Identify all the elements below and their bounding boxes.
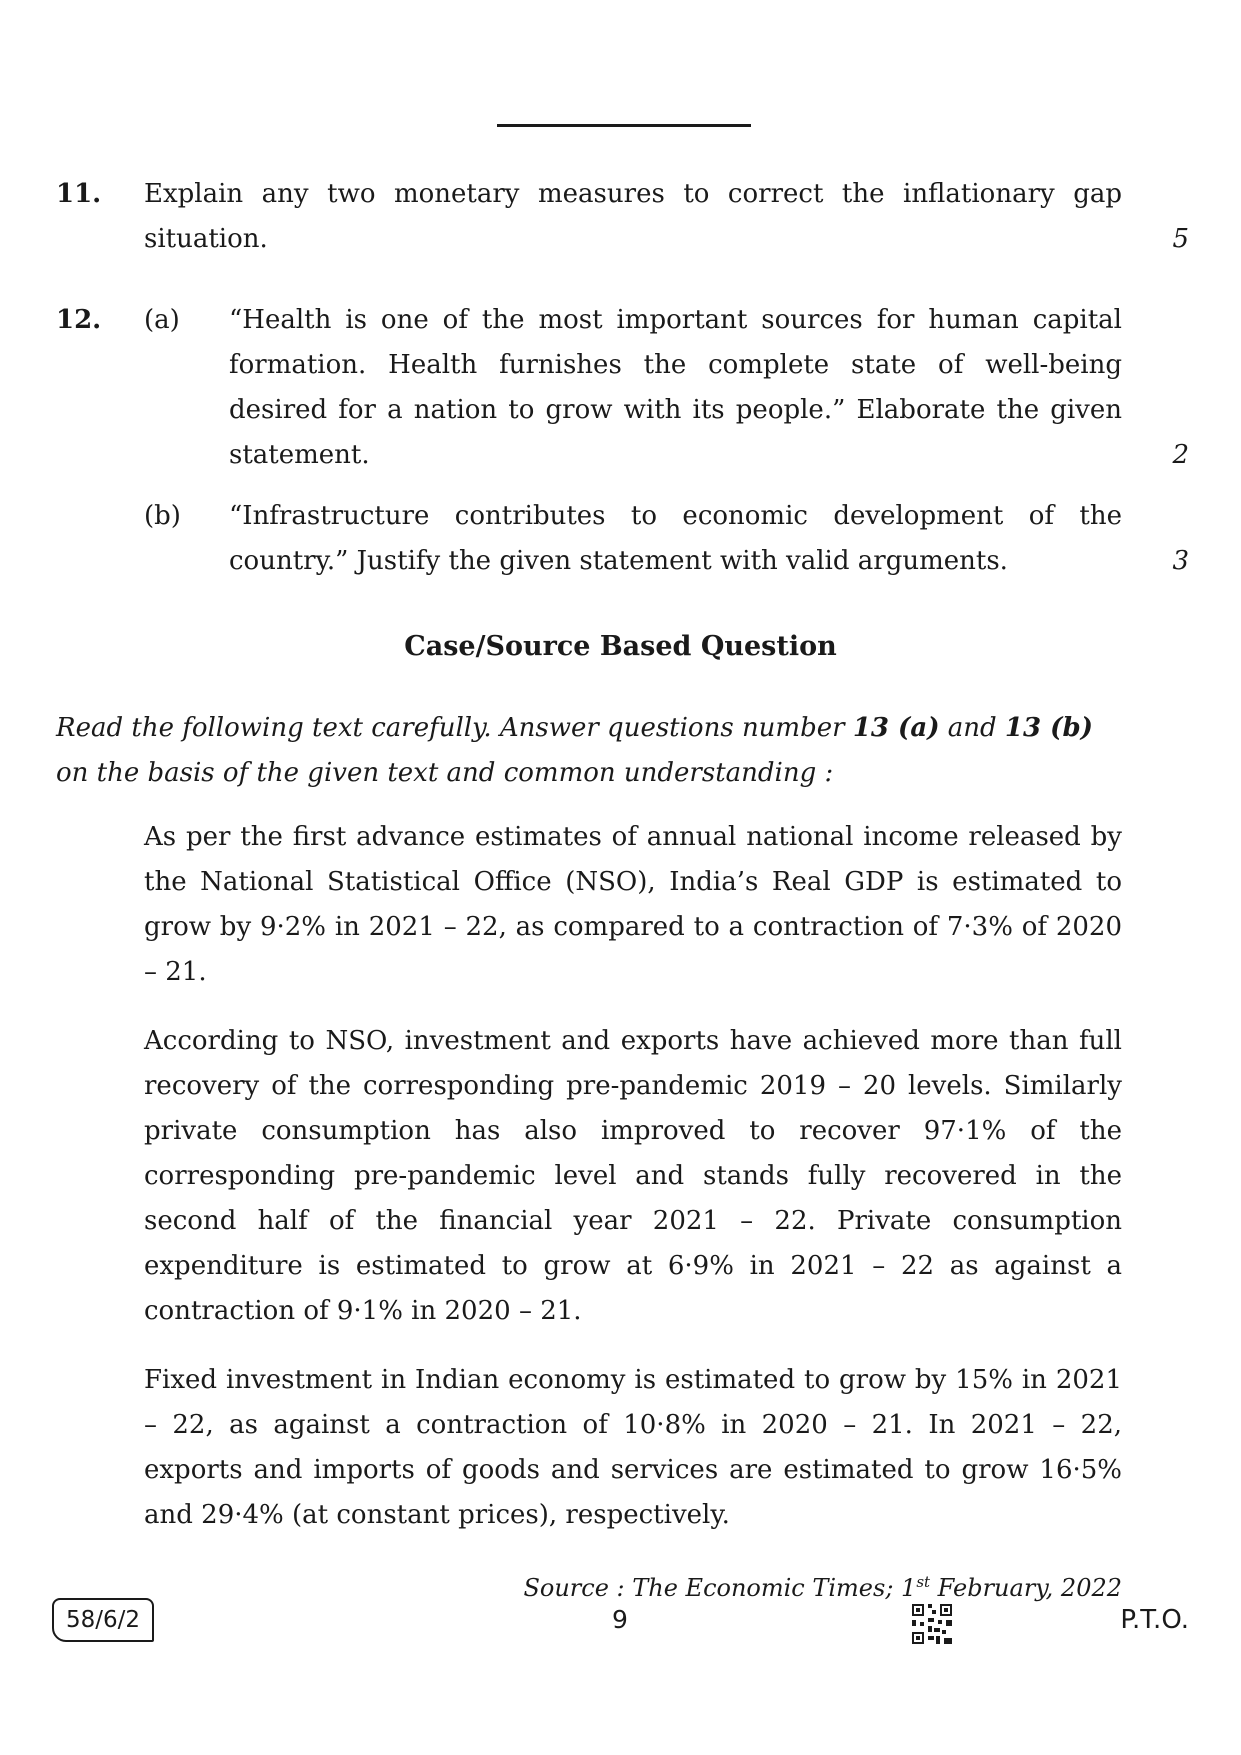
- question-12a-marks: 2: [1172, 440, 1189, 470]
- question-12b-marks: 3: [1172, 546, 1189, 576]
- question-12b-label: (b): [144, 501, 181, 531]
- passage-paragraph-1: As per the first advance estimates of annual national income released by the National Statistical Office (NSO), India’s Real GDP is estimated to grow by 9·2% in 2021 – 22, as compared to a contraction of 7·3% of 2020 – 21.: [144, 822, 1122, 987]
- question-12b-text: “Infrastructure contributes to economic development of the country.” Justify the given statement with valid arguments.: [229, 501, 1122, 576]
- question-11-number: 11.: [56, 179, 102, 209]
- passage-paragraph-3: Fixed investment in Indian economy is estimated to grow by 15% in 2021 – 22, as against a contraction of 10·8% in 2020 – 21. In 2021 – 22, exports and imports of goods and services are estimated to grow 16·5% and 29·4% (at constant prices), respectively.: [144, 1365, 1122, 1530]
- question-12a-label: (a): [144, 305, 180, 335]
- instruction-text-3: on the basis of the given text and common understanding :: [56, 758, 834, 788]
- paper-code-badge: [52, 1598, 154, 1642]
- passage-paragraph-2: According to NSO, investment and exports have achieved more than full recovery of the corresponding pre-pandemic 2019 – 20 levels. Similarly private consumption has also improved to recover 97·1% of the corresponding pre-pandemic level and stands fully recovered in the second half of the financial year 2021 – 22. Private consumption expenditure is estimated to grow at 6·9% in 2021 – 22 as against a contraction of 9·1% in 2020 – 21.: [144, 1026, 1122, 1326]
- instruction-text-2: and: [939, 713, 1005, 743]
- top-divider: [497, 124, 751, 127]
- case-section-heading: Case/Source Based Question: [404, 631, 837, 662]
- paper-code: 58/6/2: [65, 1607, 141, 1633]
- case-instruction: [56, 706, 1128, 796]
- question-11-text: Explain any two monetary measures to correct the inflationary gap situation.: [144, 179, 1122, 254]
- source-superscript: st: [916, 1573, 931, 1591]
- question-11-marks: 5: [1172, 224, 1189, 254]
- source-prefix: Source : The Economic Times; 1: [523, 1574, 917, 1602]
- instruction-bold-2: 13 (b): [1004, 713, 1093, 743]
- instruction-text-1: Read the following text carefully. Answer questions number: [56, 713, 853, 743]
- instruction-bold-1: 13 (a): [852, 713, 940, 743]
- please-turn-over: P.T.O.: [1120, 1605, 1189, 1635]
- qr-code-icon: [912, 1604, 952, 1644]
- source-suffix: February, 2022: [930, 1574, 1122, 1602]
- question-12a-text: “Health is one of the most important sources for human capital formation. Health furnishes the complete state of well-being desired for a nation to grow with its people.” Elaborate the given statement.: [229, 305, 1122, 470]
- page-number: 9: [612, 1605, 628, 1634]
- question-12-number: 12.: [56, 305, 102, 335]
